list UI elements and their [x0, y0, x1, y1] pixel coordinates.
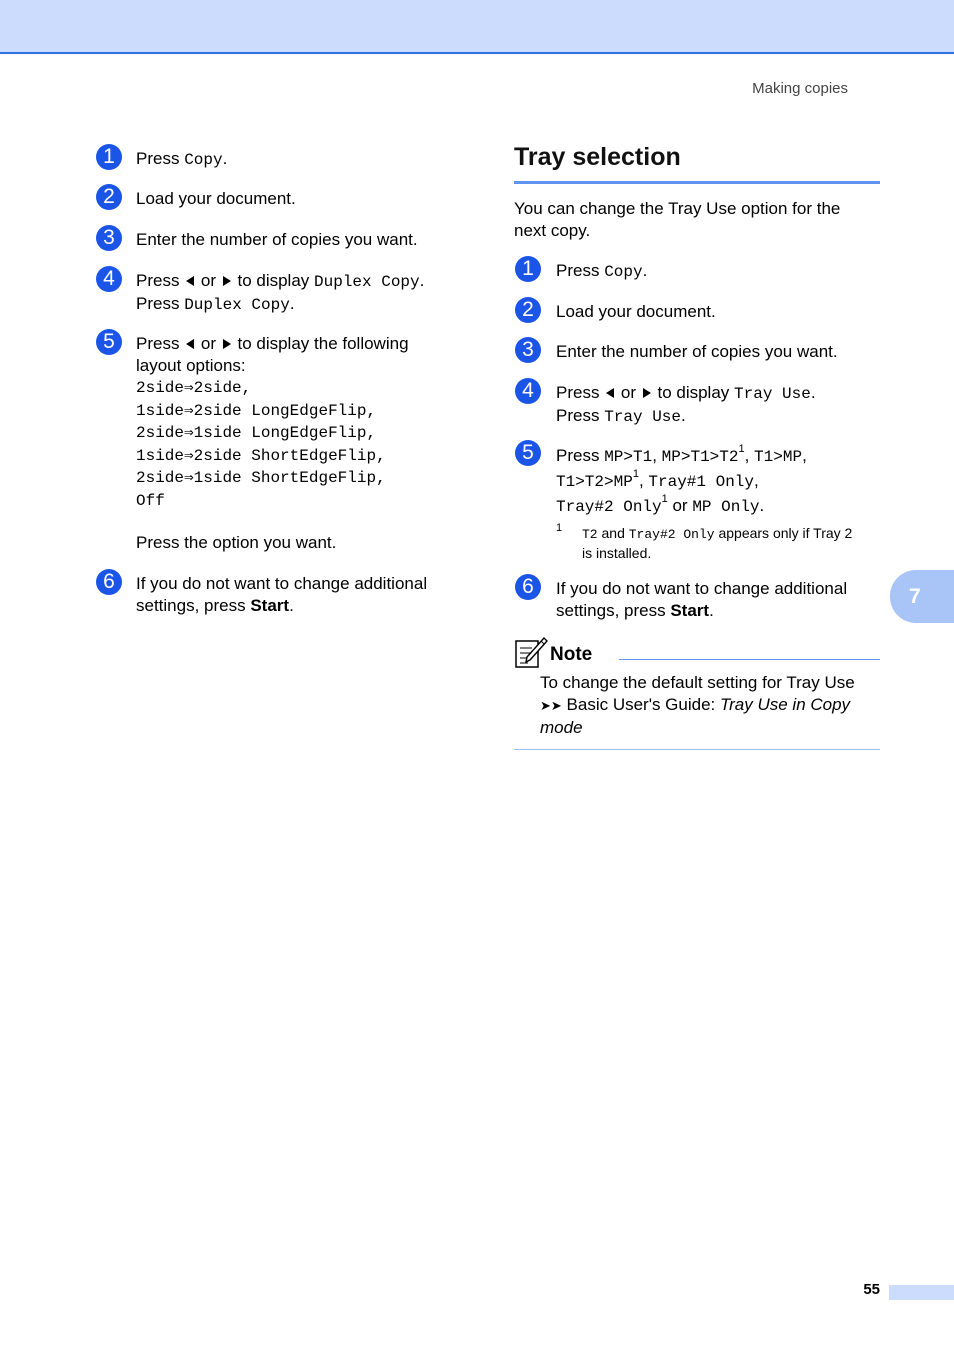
- step-text: Enter the number of copies you want.: [136, 230, 418, 249]
- note-text: To change the default setting for Tray Use ➤➤ Basic User's Guide: Tray Use in Copy mode: [540, 673, 855, 737]
- right-arrow-icon: [223, 339, 231, 349]
- step-text: Press Copy.: [136, 149, 228, 169]
- step-number: 6: [96, 569, 122, 595]
- chapter-tab: 7: [890, 570, 954, 623]
- footnote-marker: 1: [556, 522, 563, 534]
- footnote-text: T2 and Tray#2 Only appears only if Tray 2 is installed.: [582, 525, 853, 561]
- step-number: 6: [515, 574, 541, 600]
- step-text: If you do not want to change additional settings, press Start.: [136, 574, 428, 615]
- right-arrow-icon: [223, 276, 231, 286]
- note-bottom-rule: [514, 749, 880, 750]
- right-arrow-icon: [643, 388, 651, 398]
- option-item: 1side⇒2side ShortEdgeFlip,: [136, 446, 386, 465]
- option-item: Off: [136, 491, 165, 510]
- top-banner: [0, 0, 954, 54]
- step-text: Press or to display the following layout options:: [136, 334, 409, 375]
- footer-bar: [889, 1285, 954, 1300]
- option-item: 2side⇒1side LongEdgeFlip,: [136, 424, 377, 442]
- step-number: 4: [515, 378, 541, 404]
- page-number: 55: [863, 1281, 880, 1298]
- step-text: Press Copy.: [556, 261, 648, 281]
- section-header: Making copies: [752, 80, 848, 97]
- step-number: 3: [96, 225, 122, 251]
- step-text: Press MP>T1, $MP>T1>T2^1$, T1>MP, $T1>T2>MP^1$, Tray#1 Only, Tray#2 Only$^1$ or MP Only.: [556, 443, 807, 516]
- step-number: 5: [515, 440, 541, 466]
- step-number: 2: [515, 297, 541, 323]
- step-followup: Press the option you want.: [136, 533, 337, 552]
- step-text: If you do not want to change additional settings, press Start.: [556, 579, 848, 620]
- step-number: 5: [96, 329, 122, 355]
- note-pencil-icon: [514, 636, 548, 670]
- step-text: Press or to display Tray Use. Press Tray Use.: [556, 383, 816, 426]
- layout-options-list: [136, 377, 386, 512]
- step-text: Load your document.: [136, 189, 296, 208]
- note-label: Note: [550, 644, 593, 665]
- option-item: 2side⇒1side ShortEdgeFlip,: [136, 469, 386, 487]
- option-item: 2side⇒2side,: [136, 379, 252, 397]
- step-number: 1: [515, 256, 541, 282]
- left-arrow-icon: [606, 388, 614, 398]
- left-arrow-icon: [186, 276, 194, 286]
- step-text: Enter the number of copies you want.: [556, 342, 838, 361]
- note-divider: [619, 659, 880, 660]
- option-item: 1side⇒2side LongEdgeFlip,: [136, 401, 377, 420]
- step-text: Load your document.: [556, 302, 716, 321]
- double-arrow-icon: ➤➤: [540, 698, 562, 713]
- intro-text: You can change the Tray Use option for the next copy.: [514, 199, 841, 240]
- title-divider: [514, 181, 880, 184]
- step-text: Press or to display Duplex Copy. Press Duplex Copy.: [136, 271, 425, 314]
- step-number: 2: [96, 184, 122, 210]
- step-number: 4: [96, 266, 122, 292]
- left-arrow-icon: [186, 339, 194, 349]
- step-number: 3: [515, 337, 541, 363]
- step-number: 1: [96, 144, 122, 170]
- section-title: Tray selection: [514, 143, 681, 171]
